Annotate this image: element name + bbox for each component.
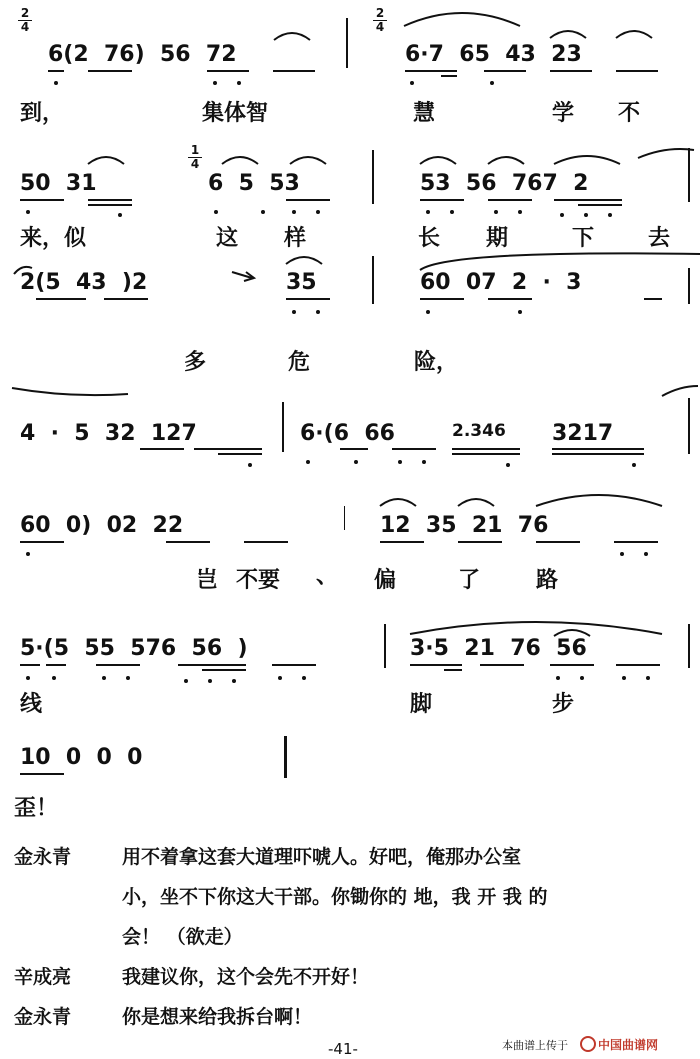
octave-dot	[208, 679, 212, 683]
octave-dot	[490, 81, 494, 85]
beam	[88, 70, 132, 72]
barline	[372, 256, 374, 304]
slur	[418, 150, 458, 166]
notes-row5-b: 12 35 21 76	[380, 513, 549, 538]
lyric: 脚	[410, 692, 433, 717]
octave-dot	[306, 460, 310, 464]
upload-notice: 本曲谱上传于	[502, 1039, 568, 1052]
beam	[452, 453, 520, 455]
lyric: 长	[418, 226, 441, 251]
lyric: 路	[536, 568, 559, 593]
slur	[272, 26, 312, 42]
beam	[88, 204, 132, 206]
beam	[20, 541, 64, 543]
beam	[380, 541, 424, 543]
octave-dot	[278, 676, 282, 680]
beam	[616, 70, 658, 72]
notes-row2-b: 6 5 53	[208, 171, 300, 196]
lyric: 不	[618, 101, 641, 126]
speaker-name: 辛成亮	[14, 966, 72, 988]
beam	[178, 664, 246, 666]
notes-row4-c: 2.346	[452, 421, 506, 441]
lyric: 多	[184, 350, 207, 375]
dialogue-line: 会！ （欲走）	[122, 926, 243, 948]
octave-dot	[410, 81, 414, 85]
lyric: 这	[216, 226, 239, 251]
octave-dot	[54, 81, 58, 85]
notes-row4-b: 6·(6 66	[300, 421, 395, 446]
notes-row3-a: 2(5 43 )2	[20, 270, 148, 295]
octave-dot	[620, 552, 624, 556]
beam	[20, 199, 64, 201]
beam	[340, 448, 368, 450]
slur	[552, 624, 592, 638]
octave-dot	[248, 463, 252, 467]
lyric: 不要	[236, 568, 281, 593]
lyric: 学	[552, 101, 575, 126]
slur	[402, 4, 522, 28]
octave-dot	[622, 676, 626, 680]
slur	[408, 614, 664, 636]
slur	[220, 150, 260, 166]
site-logo-icon	[580, 1036, 596, 1052]
beam	[644, 298, 662, 300]
lyric: 危	[288, 350, 311, 375]
octave-dot	[184, 679, 188, 683]
beam	[244, 541, 288, 543]
slur	[456, 492, 496, 508]
beam	[552, 448, 644, 450]
time-signature: 1 4	[188, 144, 202, 170]
lyric: 下	[572, 226, 595, 251]
speaker-name: 金永青	[14, 1006, 72, 1028]
octave-dot	[450, 210, 454, 214]
octave-dot	[213, 81, 217, 85]
octave-dot	[556, 676, 560, 680]
barline	[688, 398, 690, 454]
beam	[96, 664, 140, 666]
beam	[286, 298, 330, 300]
notes-row1-a: 6(2 76) 56 72	[48, 42, 237, 67]
octave-dot	[292, 310, 296, 314]
beam	[441, 75, 457, 77]
final-barline	[284, 736, 287, 778]
notes-row4-a: 4 · 5 32 127	[20, 421, 197, 446]
beam	[420, 298, 464, 300]
beam	[480, 664, 524, 666]
dialogue-line: 你是想来给我拆台啊！	[122, 1006, 313, 1028]
slur	[378, 492, 418, 508]
barline	[384, 624, 386, 668]
lyric: 集体智	[202, 101, 269, 126]
beam	[46, 664, 66, 666]
octave-dot	[237, 81, 241, 85]
octave-dot	[261, 210, 265, 214]
octave-dot	[398, 460, 402, 464]
beam	[36, 298, 86, 300]
lyric: 去	[648, 226, 671, 251]
tie-continuation	[660, 384, 700, 398]
slur	[614, 24, 654, 40]
lyric: 样	[284, 226, 307, 251]
beam	[392, 448, 436, 450]
beam	[194, 448, 262, 450]
beam	[458, 541, 502, 543]
time-signature: 2 4	[373, 7, 387, 33]
notes-row3-c: 60 07 2 · 3	[420, 270, 582, 295]
slur	[636, 146, 696, 160]
octave-dot	[126, 676, 130, 680]
beam	[550, 70, 592, 72]
barline	[346, 18, 348, 68]
barline	[688, 624, 690, 668]
octave-dot	[118, 213, 122, 217]
beam	[452, 448, 520, 450]
beam	[552, 453, 644, 455]
beam	[20, 773, 64, 775]
beam	[554, 199, 622, 201]
dialogue-line: 我建议你，这个会先不开好！	[122, 966, 370, 988]
beam	[48, 70, 64, 72]
tie-continuation	[10, 386, 130, 400]
beam	[444, 669, 462, 671]
octave-dot	[426, 310, 430, 314]
octave-dot	[644, 552, 648, 556]
lyric: 来，似	[20, 226, 87, 251]
octave-dot	[560, 213, 564, 217]
slur	[548, 24, 588, 40]
beam	[272, 664, 316, 666]
slur	[418, 250, 700, 272]
beam	[488, 298, 532, 300]
barline	[372, 150, 374, 204]
octave-dot	[102, 676, 106, 680]
octave-dot	[26, 552, 30, 556]
barline	[282, 402, 284, 452]
notes-row2-a: 50 31	[20, 171, 97, 196]
beam	[202, 669, 246, 671]
slur	[486, 150, 526, 166]
notes-row4-d: 3217	[552, 421, 614, 446]
beam	[207, 70, 249, 72]
octave-dot	[506, 463, 510, 467]
beam	[218, 453, 262, 455]
beam	[616, 664, 660, 666]
octave-dot	[608, 213, 612, 217]
lyric: 险，	[414, 350, 459, 375]
octave-dot	[426, 210, 430, 214]
octave-dot	[292, 210, 296, 214]
octave-dot	[494, 210, 498, 214]
octave-dot	[214, 210, 218, 214]
slur	[288, 150, 328, 166]
beam	[410, 664, 462, 666]
beam	[273, 70, 315, 72]
octave-dot	[316, 210, 320, 214]
octave-dot	[232, 679, 236, 683]
page-number: -41-	[328, 1040, 358, 1058]
beam	[550, 664, 594, 666]
speaker-name: 金永青	[14, 846, 72, 868]
notes-row7: 10 0 0 0	[20, 745, 143, 770]
notes-row3-b: 35	[286, 270, 317, 295]
dialogue-line: 小，坐不下你这大干部。你锄你的 地，我 开 我 的	[122, 886, 548, 908]
lyric: 步	[552, 692, 575, 717]
beam	[405, 70, 457, 72]
time-signature: 2 4	[18, 7, 32, 33]
beam	[20, 664, 40, 666]
notes-row6-b: 3·5 21 76 56	[410, 636, 587, 661]
beam	[488, 199, 532, 201]
octave-dot	[316, 310, 320, 314]
slur	[86, 150, 126, 166]
octave-dot	[646, 676, 650, 680]
dialogue-line: 用不着拿这套大道理吓唬人。好吧，俺那办公室	[122, 846, 522, 868]
beam	[614, 541, 658, 543]
slur	[552, 148, 622, 166]
octave-dot	[422, 460, 426, 464]
lyric: 、	[316, 564, 339, 589]
barline	[688, 268, 690, 304]
octave-dot	[26, 210, 30, 214]
notes-row5-a: 60 0) 02 22	[20, 513, 184, 538]
lyric: 歪！	[14, 796, 59, 821]
beam	[578, 204, 622, 206]
slur	[284, 250, 324, 266]
beam	[484, 70, 526, 72]
barline	[344, 506, 345, 530]
octave-dot	[632, 463, 636, 467]
octave-dot	[518, 210, 522, 214]
octave-dot	[354, 460, 358, 464]
site-name: 中国曲谱网	[598, 1038, 659, 1052]
lyric: 慧	[413, 101, 436, 126]
octave-dot	[518, 310, 522, 314]
octave-dot	[302, 676, 306, 680]
beam	[286, 199, 330, 201]
octave-dot	[584, 213, 588, 217]
octave-dot	[52, 676, 56, 680]
beam	[166, 541, 210, 543]
arrow-icon	[230, 268, 260, 282]
beam	[536, 541, 580, 543]
beam	[88, 199, 132, 201]
beam	[104, 298, 148, 300]
notes-row2-c: 53 56 767 2	[420, 171, 589, 196]
notes-row6-a: 5·(5 55 576 56 )	[20, 636, 248, 661]
lyric: 岂	[196, 568, 219, 593]
lyric: 期	[486, 226, 509, 251]
lyric: 到，	[20, 101, 65, 126]
lyric: 偏	[374, 568, 397, 593]
notes-row1-b: 6·7 65 43 23	[405, 42, 582, 67]
beam	[420, 199, 464, 201]
beam	[140, 448, 184, 450]
lyric: 线	[20, 692, 43, 717]
lyric: 了	[458, 568, 481, 593]
octave-dot	[580, 676, 584, 680]
slur	[534, 486, 664, 508]
octave-dot	[26, 676, 30, 680]
